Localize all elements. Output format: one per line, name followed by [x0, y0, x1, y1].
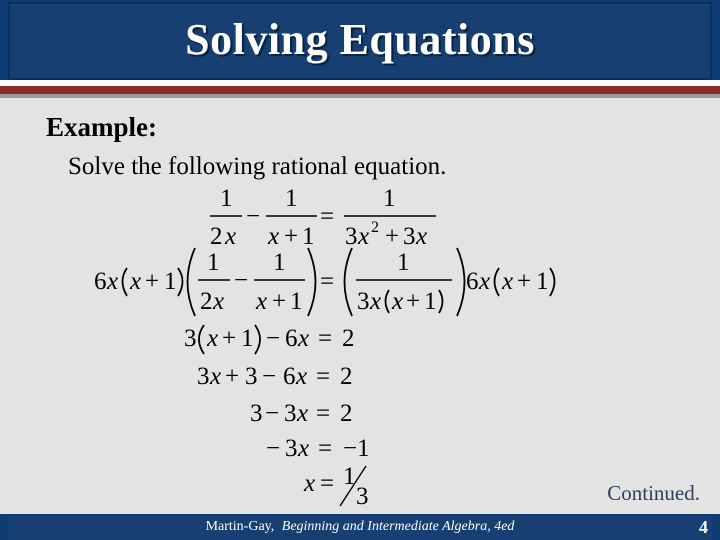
l4-var: x [210, 363, 222, 390]
l6-rhs: −1 [343, 435, 370, 462]
l1-minus: − [246, 203, 261, 230]
l1-den3-coef2: 3 [403, 223, 416, 250]
l1-den3-coef: 3 [345, 223, 358, 250]
l6-three: 3 [285, 435, 298, 462]
l6-minus: − [266, 435, 281, 462]
l2-pre-one: 1 [164, 268, 177, 295]
l2-pre-var: x [107, 268, 119, 295]
l4-equals: = [316, 363, 331, 390]
l2-den3-plus: + [406, 288, 421, 315]
l5-var: x [297, 400, 309, 427]
equation-line-6 [266, 435, 370, 462]
l1-numerator-2: 1 [285, 185, 298, 212]
l2-den3-var2: x [392, 288, 404, 315]
l4-minus: − [262, 363, 277, 390]
l1-den3-var: x [358, 223, 370, 250]
l4-six: 6 [283, 363, 296, 390]
l3-plus: + [222, 325, 237, 352]
l3-close-paren [255, 325, 260, 354]
l2-den3-var: x [370, 288, 382, 315]
l2-den2-one: 1 [290, 288, 303, 315]
l1-numerator-1: 1 [220, 185, 233, 212]
l7-equals: = [320, 470, 335, 497]
l5-minus: − [265, 400, 280, 427]
l1-den3-var2: x [416, 223, 428, 250]
l2-numerator-2: 1 [273, 249, 286, 276]
l2-den1-var: x [213, 288, 225, 315]
l2-rhs-close-paren [457, 248, 465, 316]
l5-three2: 3 [284, 400, 297, 427]
l2-pre-var2: x [130, 268, 142, 295]
l5-equals: = [316, 400, 331, 427]
l3-one: 1 [241, 325, 254, 352]
slide-title: Solving Equations [185, 15, 535, 64]
l2-den3-one: 1 [424, 288, 437, 315]
equation-line-7 [303, 463, 369, 510]
l1-den2-one: 1 [302, 223, 315, 250]
l3-var: x [207, 325, 219, 352]
l2-den2-var: x [256, 288, 268, 315]
l1-den1-var: x [225, 223, 237, 250]
l2-rhs-open-paren [345, 248, 353, 316]
l2-den3-open-paren [386, 290, 390, 313]
l2-big-close-paren [308, 248, 316, 316]
l2-post-coef: 6 [466, 268, 479, 295]
l4-plus: + [225, 363, 240, 390]
l2-pre-open-paren [123, 268, 128, 296]
l2-den2-plus: + [272, 288, 287, 315]
l1-den1-coef: 2 [210, 223, 223, 250]
page-number: 4 [699, 517, 708, 537]
l1-den3-plus: + [385, 223, 400, 250]
l2-post-close-paren [550, 268, 555, 296]
l4-var2: x [296, 363, 308, 390]
footer-citation [0, 519, 720, 535]
l2-post-open-paren [495, 268, 500, 296]
equation-line-1 [210, 185, 436, 250]
footer-book-title: Beginning and Intermediate Algebra, 4ed [281, 519, 515, 534]
instruction-text: Solve the following rational equation. [68, 153, 447, 180]
l3-equals: = [318, 325, 333, 352]
l2-pre-close-paren [178, 268, 183, 296]
continued-label: Continued. [607, 481, 700, 505]
l6-equals: = [318, 435, 333, 462]
footer-bar [0, 514, 720, 540]
l3-six: 6 [285, 325, 298, 352]
l2-equals: = [320, 268, 335, 295]
l1-equals: = [320, 203, 335, 230]
l3-open-paren [199, 325, 204, 354]
l2-den3-coef: 3 [357, 288, 370, 315]
l7-numerator: 1 [343, 463, 356, 490]
l4-rhs: 2 [340, 363, 353, 390]
l3-rhs: 2 [342, 325, 355, 352]
l3-coef: 3 [184, 325, 197, 352]
l1-numerator-3: 1 [383, 185, 396, 212]
l2-post-var: x [479, 268, 491, 295]
l6-var: x [298, 435, 310, 462]
l7-denominator: 3 [356, 483, 369, 510]
l2-pre-plus: + [145, 268, 160, 295]
equation-line-4 [197, 363, 353, 390]
l7-var: x [304, 470, 316, 497]
l5-rhs: 2 [340, 400, 353, 427]
l2-numerator-1: 1 [207, 249, 220, 276]
l4-coef: 3 [197, 363, 210, 390]
l4-three: 3 [245, 363, 258, 390]
l2-post-var2: x [502, 268, 514, 295]
footer-author: Martin-Gay, [205, 519, 275, 534]
example-heading: Example: [46, 112, 157, 142]
equation-line-2 [94, 248, 555, 316]
l3-var2: x [298, 325, 310, 352]
l2-minus: − [234, 267, 249, 294]
l1-den2-plus: + [284, 223, 299, 250]
equation-line-3 [184, 325, 355, 354]
l2-numerator-3: 1 [397, 249, 410, 276]
l1-den2-var: x [268, 223, 280, 250]
l2-den3-close-paren [439, 290, 443, 313]
l2-pre-coef: 6 [94, 268, 107, 295]
l1-den3-exponent: 2 [371, 219, 379, 236]
l2-big-open-paren [188, 248, 196, 316]
l2-den1-coef: 2 [200, 288, 213, 315]
equation-line-5 [250, 400, 353, 427]
l3-minus: − [266, 325, 281, 352]
l2-post-one: 1 [536, 268, 549, 295]
l2-post-plus: + [517, 268, 532, 295]
l5-three: 3 [250, 400, 263, 427]
